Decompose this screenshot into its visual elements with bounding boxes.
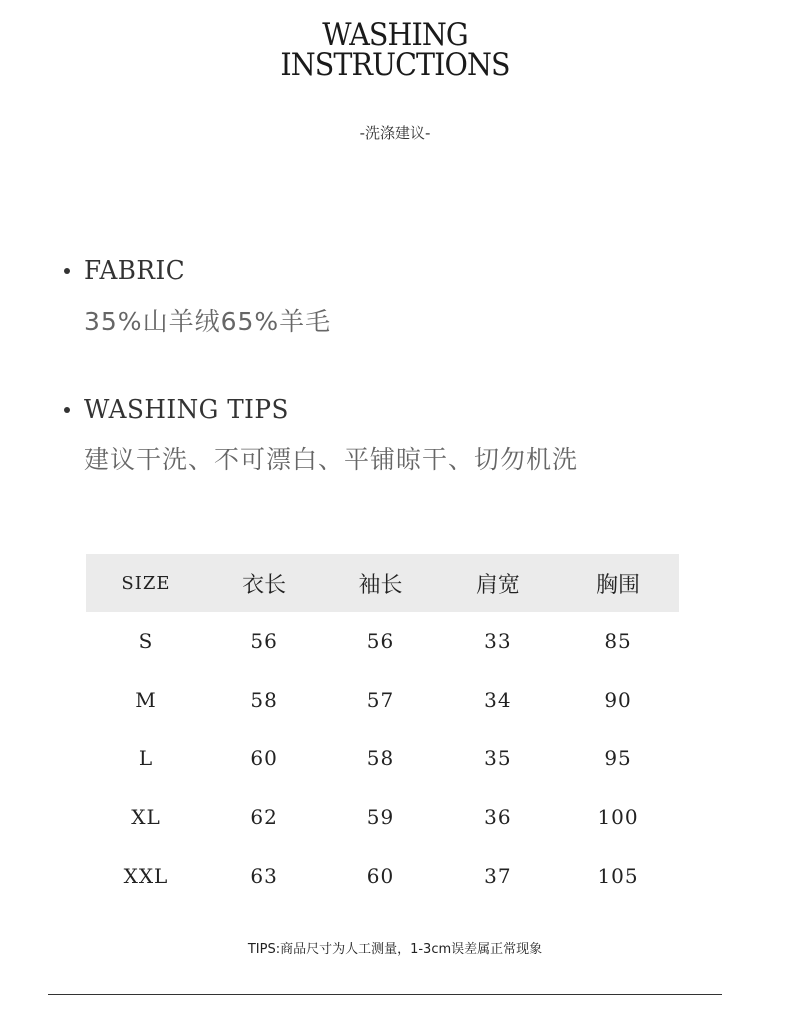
header-size: SIZE xyxy=(86,554,206,612)
table-cell: 59 xyxy=(366,805,395,830)
title-line-1: WASHING xyxy=(322,17,468,53)
washing-tips-body: 建议干洗、不可漂白、平铺晾干、切勿机洗 xyxy=(84,445,579,474)
table-cell: 90 xyxy=(604,687,632,712)
washing-tips-bullet-icon xyxy=(64,407,70,413)
table-cell: 36 xyxy=(484,805,512,830)
size-table xyxy=(86,554,679,905)
table-cell: XXL xyxy=(123,863,169,888)
table-cell: 95 xyxy=(604,746,632,771)
table-cell: 58 xyxy=(366,746,395,771)
table-row xyxy=(86,671,679,730)
table-cell: XL xyxy=(131,805,161,830)
table-cell: S xyxy=(138,629,154,654)
title-line-2: INSTRUCTIONS xyxy=(280,47,510,83)
table-cell: 63 xyxy=(250,863,278,888)
table-cell: 35 xyxy=(484,746,512,771)
table-cell: 105 xyxy=(597,863,639,888)
table-row xyxy=(86,846,679,905)
table-cell: 60 xyxy=(250,746,278,771)
table-cell: 34 xyxy=(484,687,512,712)
table-cell: 85 xyxy=(604,629,632,654)
fabric-heading: FABRIC xyxy=(84,256,186,286)
table-cell: L xyxy=(138,746,154,771)
table-cell: 58 xyxy=(250,687,278,712)
table-row xyxy=(86,788,679,847)
table-cell: 60 xyxy=(366,863,395,888)
header-shoulder: 肩宽 xyxy=(439,554,557,612)
size-table-header-row xyxy=(86,554,679,612)
table-cell: M xyxy=(135,687,157,712)
table-cell: 37 xyxy=(484,863,512,888)
table-cell: 100 xyxy=(597,805,639,830)
table-cell: 56 xyxy=(250,629,278,654)
table-cell: 57 xyxy=(366,687,395,712)
washing-tips-heading: WASHING TIPS xyxy=(84,395,289,425)
fabric-bullet-icon xyxy=(64,268,70,274)
measurement-tips: TIPS:商品尺寸为人工测量，1-3cm误差属正常现象 xyxy=(247,942,543,957)
table-cell: 56 xyxy=(366,629,395,654)
header-sleeve: 袖长 xyxy=(322,554,438,612)
table-row xyxy=(86,612,679,671)
header-length: 衣长 xyxy=(206,554,322,612)
footer-divider xyxy=(48,994,722,995)
table-row xyxy=(86,729,679,788)
subtitle: -洗涤建议- xyxy=(359,124,431,142)
table-cell: 62 xyxy=(250,805,278,830)
fabric-composition: 35%山羊绒65%羊毛 xyxy=(84,307,332,336)
header-chest: 胸围 xyxy=(557,554,679,612)
table-cell: 33 xyxy=(484,629,512,654)
